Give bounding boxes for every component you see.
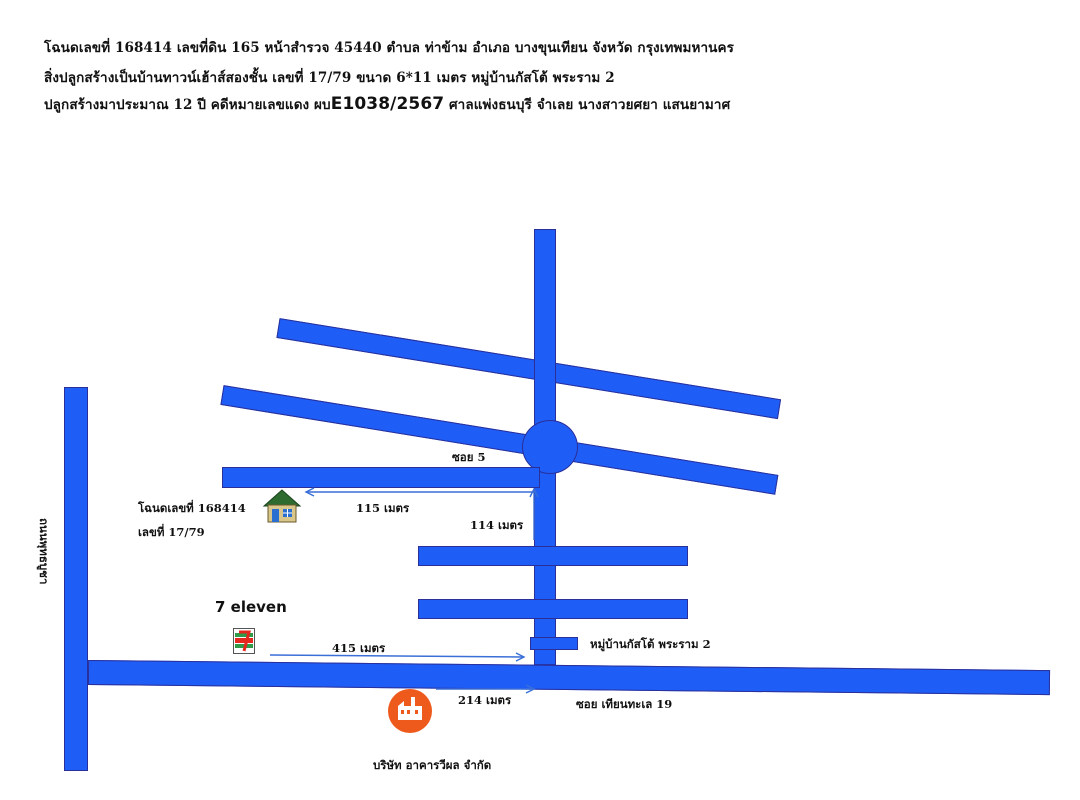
company-label: บริษัท อาคารวีผล จำกัด bbox=[373, 758, 492, 772]
arrow-415-line bbox=[270, 655, 524, 657]
distance-115-label: 115 เมตร bbox=[356, 501, 410, 515]
village-label: หมู่บ้านกัสโต้ พระราม 2 bbox=[590, 637, 711, 651]
seven-eleven-icon bbox=[233, 628, 255, 654]
distance-114-label: 114 เมตร bbox=[470, 518, 524, 532]
left-road-label: ถนนพุทธบูชา bbox=[37, 518, 51, 585]
house-icon bbox=[262, 488, 302, 524]
case-number: E1038/2567 bbox=[330, 94, 445, 114]
soi-main-label: ซอย เทียนทะเล 19 bbox=[576, 697, 673, 711]
deed-label-2: เลขที่ 17/79 bbox=[138, 525, 205, 539]
distance-415-label: 415 เมตร bbox=[332, 641, 386, 655]
header-line-3-prefix: ปลูกสร้างมาประมาณ 12 ปี คดีหมายเลขแดง ผบ bbox=[44, 97, 331, 113]
header-line-3-suffix: ศาลแพ่งธนบุรี จำเลย นางสาวยศยา แสนยามาศ bbox=[444, 97, 731, 113]
seven-eleven-label: 7 eleven bbox=[215, 598, 287, 616]
header-line-2: สิ่งปลูกสร้างเป็นบ้านทาวน์เฮ้าส์สองชั้น เลขที่ 17/79 ขนาด 6*11 เมตร หมู่บ้านกัสโต้ พระราม 2 bbox=[44, 70, 615, 86]
soi-5-label: ซอย 5 bbox=[452, 450, 486, 464]
header-line-1: โฉนดเลขที่ 168414 เลขที่ดิน 165 หน้าสำรวจ 45440 ตำบล ท่าข้าม อำเภอ บางขุนเทียน จังหวัด กรุงเทพมหานคร bbox=[44, 40, 734, 56]
company-factory-icon bbox=[387, 688, 433, 734]
deed-label-1: โฉนดเลขที่ 168414 bbox=[138, 501, 246, 515]
distance-214-label: 214 เมตร bbox=[458, 693, 512, 707]
